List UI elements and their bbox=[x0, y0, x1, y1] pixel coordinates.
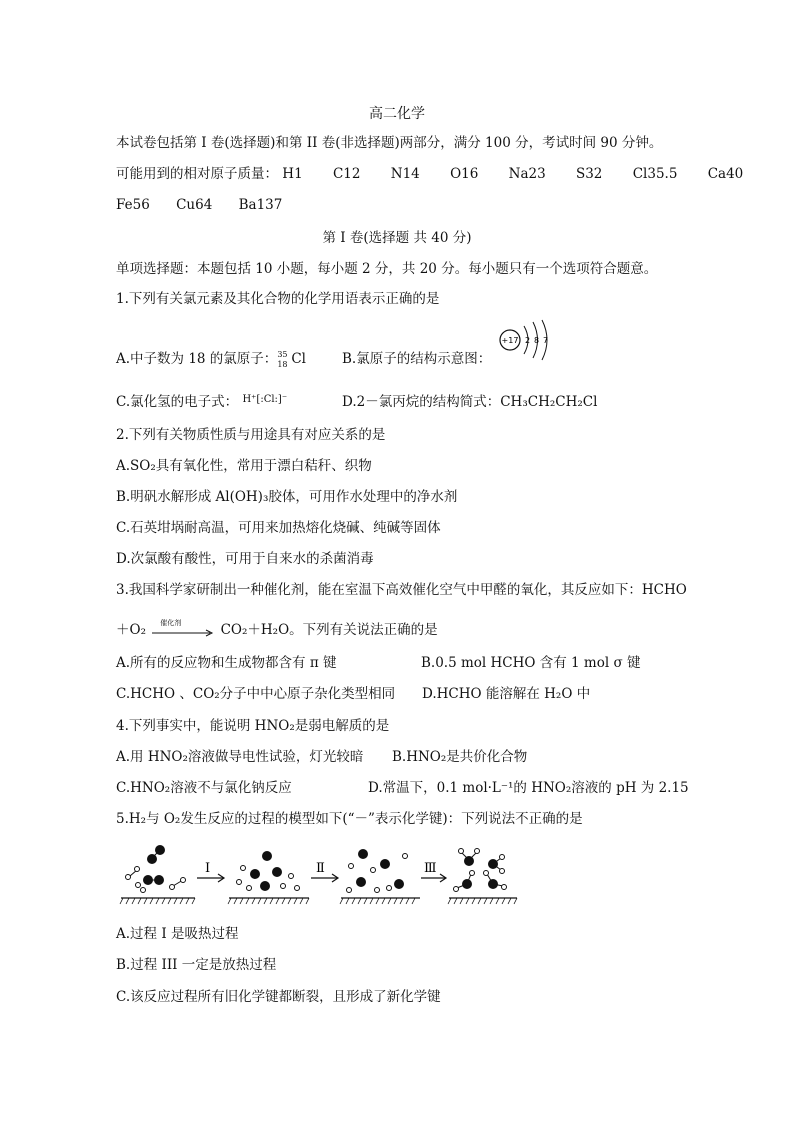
q1-option-a bbox=[116, 349, 306, 370]
catalyst-label: 催化剂 bbox=[160, 618, 182, 627]
process-step-label: I bbox=[205, 861, 211, 876]
reaction-arrow bbox=[150, 618, 216, 641]
shell-electrons: 7 bbox=[543, 336, 549, 345]
process-step-label: Ⅱ bbox=[316, 861, 325, 876]
q3-stem: 3.我国科学家研制出一种催化剂，能在室温下高效催化空气中甲醛的氧化，其反应如下：HCHO bbox=[116, 582, 687, 598]
equation-reactants: ＋O₂ bbox=[116, 622, 146, 638]
q3-option-a: A.所有的反应物和生成物都含有 π 键 bbox=[116, 655, 337, 671]
q4-option-b: B.HNO₂是共价化合物 bbox=[392, 749, 528, 765]
q3-option-b: B.0.5 mol HCHO 含有 1 mol σ 键 bbox=[421, 655, 641, 671]
equation-products: CO₂＋H₂O。下列有关说法正确的是 bbox=[220, 622, 438, 638]
q1-option-c-text: C.氯化氢的电子式： bbox=[116, 394, 239, 410]
mass-item: Ba137 bbox=[238, 197, 283, 213]
q5-option-c: C.该反应过程所有旧化学键都断裂，且形成了新化学键 bbox=[116, 989, 441, 1005]
mass-item: Fe56 bbox=[116, 197, 150, 213]
q5-option-a: A.过程 I 是吸热过程 bbox=[116, 926, 239, 942]
hcl-electron-formula: H⁺[:Cl:]⁻ bbox=[242, 394, 288, 405]
exam-intro: 本试卷包括第 I 卷(选择题)和第 II 卷(非选择题)两部分，满分 100 分，考试时间 90 分钟。 bbox=[116, 135, 663, 151]
nucleus-charge: +17 bbox=[501, 336, 519, 345]
h2-o2-reaction-model-diagram bbox=[115, 838, 520, 912]
q2-option-b: B.明矾水解形成 Al(OH)₃胶体，可用作水处理中的净水剂 bbox=[116, 489, 458, 505]
atomic-number: 18 bbox=[277, 359, 288, 369]
mass-item: N14 bbox=[390, 166, 420, 182]
q1-option-c bbox=[116, 392, 287, 414]
nuclide-notation bbox=[277, 350, 291, 370]
q4-option-c: C.HNO₂溶液不与氯化钠反应 bbox=[116, 780, 292, 796]
shell-electrons: 2 bbox=[525, 336, 531, 345]
chlorine-atom-structure-diagram bbox=[496, 318, 556, 362]
section-title: 第 I 卷(选择题 共 40 分) bbox=[322, 230, 472, 246]
mass-item: C12 bbox=[332, 166, 361, 182]
process-step-label: Ⅲ bbox=[424, 861, 437, 876]
q4-option-a: A.用 HNO₂溶液做导电性试验，灯光较暗 bbox=[116, 749, 364, 765]
section-instruction: 单项选择题：本题包括 10 小题，每小题 2 分，共 20 分。每小题只有一个选项符合题意。 bbox=[116, 261, 658, 277]
q1-option-a-text: A.中子数为 18 的氯原子： bbox=[116, 351, 278, 367]
q2-stem: 2.下列有关物质性质与用途具有对应关系的是 bbox=[116, 427, 386, 443]
element-symbol: Cl bbox=[291, 351, 306, 367]
mass-item: H1 bbox=[282, 166, 303, 182]
atomic-masses-row-1 bbox=[116, 164, 743, 184]
q2-option-d: D.次氯酸有酸性，可用于自来水的杀菌消毒 bbox=[116, 551, 374, 567]
q3-option-d: D.HCHO 能溶解在 H₂O 中 bbox=[422, 686, 591, 702]
atomic-masses-label: 可能用到的相对原子质量： bbox=[116, 166, 278, 182]
q4-option-d: D.常温下，0.1 mol·L⁻¹的 HNO₂溶液的 pH 为 2.15 bbox=[368, 780, 689, 796]
mass-number: 35 bbox=[277, 349, 288, 359]
mass-item: Na23 bbox=[508, 166, 546, 182]
arrow-icon bbox=[150, 629, 216, 637]
q3-option-c: C.HCHO 、CO₂分子中中心原子杂化类型相同 bbox=[116, 686, 396, 702]
shell-electrons: 8 bbox=[534, 336, 540, 345]
q3-equation bbox=[116, 620, 438, 641]
q1-option-b: B.氯原子的结构示意图： bbox=[342, 351, 492, 367]
mass-item: O16 bbox=[450, 166, 479, 182]
mass-item: S32 bbox=[575, 166, 603, 182]
atomic-masses-row-2 bbox=[116, 195, 282, 215]
q2-option-c: C.石英坩埚耐高温，可用来加热熔化烧碱、纯碱等固体 bbox=[116, 520, 441, 536]
q1-stem: 1.下列有关氯元素及其化合物的化学用语表示正确的是 bbox=[116, 291, 440, 307]
q2-option-a: A.SO₂具有氧化性，常用于漂白秸秆、织物 bbox=[116, 458, 372, 474]
mass-item: Cl35.5 bbox=[632, 166, 678, 182]
mass-item: Cu64 bbox=[176, 197, 213, 213]
q5-option-b: B.过程 III 一定是放热过程 bbox=[116, 957, 277, 973]
page-title: 高二化学 bbox=[369, 106, 425, 122]
q1-option-d: D.2－氯丙烷的结构简式：CH₃CH₂CH₂Cl bbox=[342, 394, 598, 410]
q4-stem: 4.下列事实中，能说明 HNO₂是弱电解质的是 bbox=[116, 718, 390, 734]
mass-item: Ca40 bbox=[707, 166, 744, 182]
q5-stem: 5.H₂与 O₂发生反应的过程的模型如下(“－”表示化学键)：下列说法不正确的是 bbox=[116, 811, 583, 827]
